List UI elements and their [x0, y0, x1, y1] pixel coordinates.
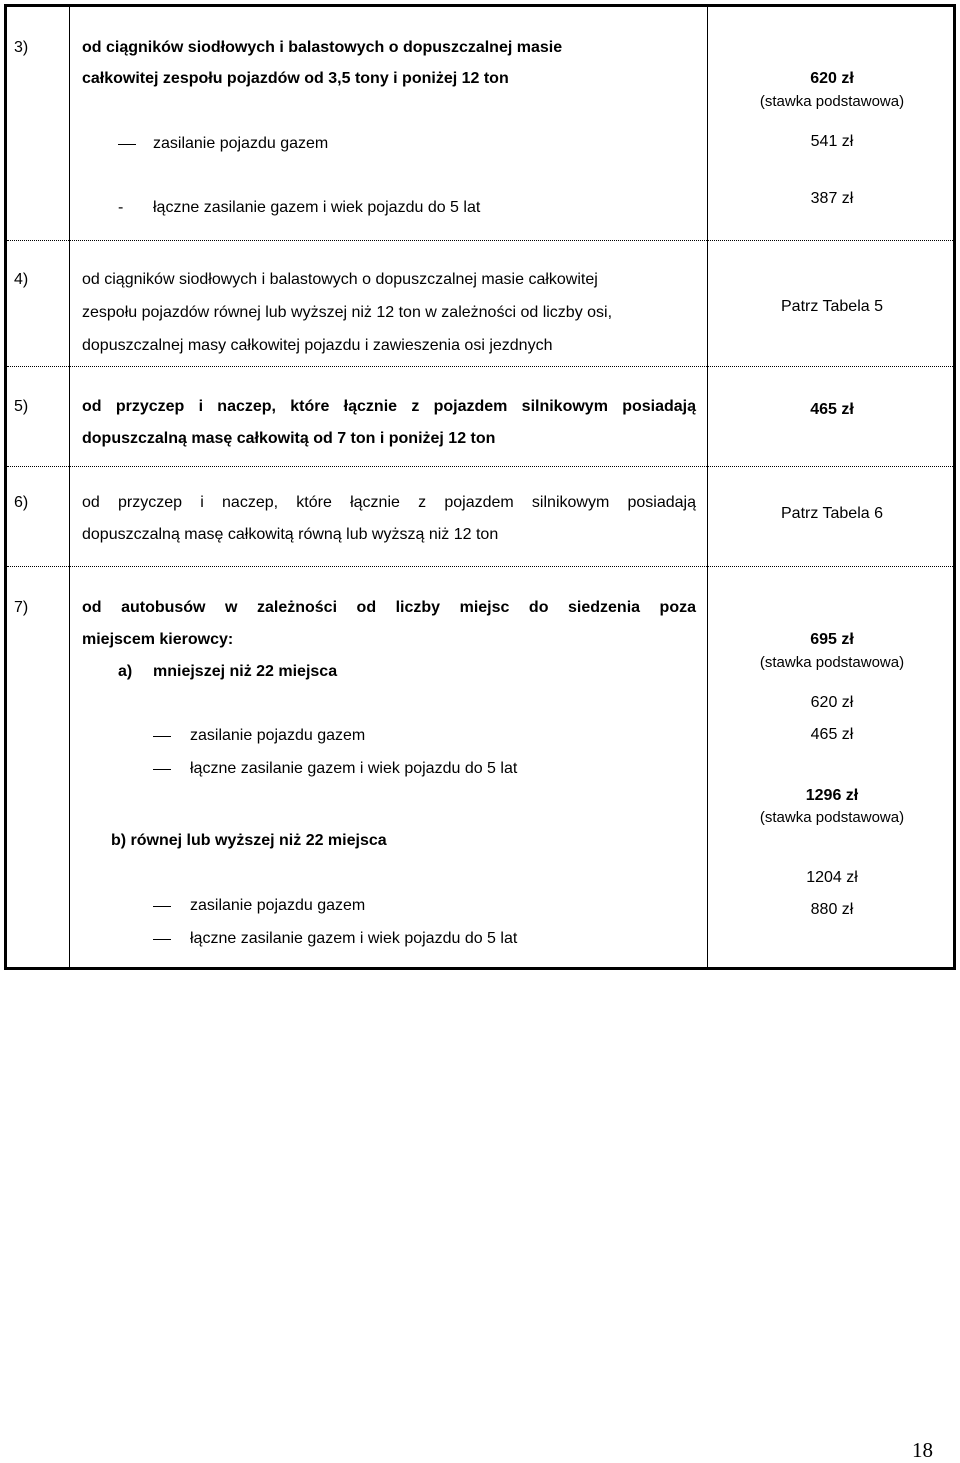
row-7-a-price-sub-2: 465 zł: [810, 726, 854, 743]
row-3-sub-2: łączne zasilanie gazem i wiek pojazdu do 5 lat: [153, 199, 481, 216]
page-number: 18: [912, 1438, 933, 1462]
row-3-sub-2-prefix: -: [118, 199, 124, 216]
dash-bullet: [153, 906, 171, 907]
row-7-a-text: mniejszej niż 22 miejsca: [153, 663, 338, 680]
row-7-description-line-2: miejscem kierowcy:: [82, 631, 234, 648]
row-4-description-line-2: zespołu pojazdów równej lub wyższej niż 12 ton w zależności od liczby osi,: [82, 304, 613, 321]
row-3-price-sub-2: 387 zł: [810, 190, 854, 207]
row-7-a-label: a): [118, 663, 133, 680]
row-divider: [7, 240, 953, 241]
row-6-description-line-2: dopuszczalną masę całkowitą równą lub wyższą niż 12 ton: [82, 526, 499, 543]
row-7-a-sub-1: zasilanie pojazdu gazem: [190, 727, 366, 744]
row-3-price-main: 620 zł: [810, 70, 854, 87]
row-3-description-line-1: od ciągników siodłowych i balastowych o dopuszczalnej masie: [82, 39, 563, 56]
row-3-price-sub-1: 541 zł: [810, 133, 854, 150]
row-7-a-price: 695 zł: [810, 631, 854, 648]
row-3-description-line-2: całkowitej zespołu pojazdów od 3,5 tony i poniżej 12 ton: [82, 70, 509, 87]
row-7-a-price-sub-1: 620 zł: [810, 694, 854, 711]
row-divider: [7, 366, 953, 367]
row-5-description-line-1: od przyczep i naczep, które łącznie z pojazdem silnikowym posiadają: [82, 398, 696, 415]
row-7-b-sub-1: zasilanie pojazdu gazem: [190, 897, 366, 914]
row-7-b-price-note: (stawka podstawowa): [759, 809, 905, 826]
row-4-description-line-3: dopuszczalnej masy całkowitej pojazdu i zawieszenia osi jezdnych: [82, 337, 553, 354]
row-4-number: 4): [14, 271, 29, 288]
row-5-number: 5): [14, 398, 29, 415]
column-divider-left: [69, 7, 70, 967]
row-6-price: Patrz Tabela 6: [781, 505, 883, 522]
row-7-b-price-sub-1: 1204 zł: [806, 869, 858, 886]
row-4-price: Patrz Tabela 5: [781, 298, 883, 315]
row-7-b-sub-2: łączne zasilanie gazem i wiek pojazdu do 5 lat: [190, 930, 518, 947]
dash-bullet: [153, 736, 171, 737]
row-5-price: 465 zł: [810, 401, 854, 418]
row-3-price-note: (stawka podstawowa): [759, 93, 905, 110]
row-7-number: 7): [14, 599, 29, 616]
row-6-number: 6): [14, 494, 29, 511]
row-divider: [7, 466, 953, 467]
row-7-b-price-sub-2: 880 zł: [810, 901, 854, 918]
row-7-b-text: b) równej lub wyższej niż 22 miejsca: [111, 832, 387, 849]
row-3-sub-1: zasilanie pojazdu gazem: [153, 135, 329, 152]
row-7-a-sub-2: łączne zasilanie gazem i wiek pojazdu do 5 lat: [190, 760, 518, 777]
dash-bullet: [153, 939, 171, 940]
row-6-description-line-1: od przyczep i naczep, które łącznie z pojazdem silnikowym posiadają: [82, 494, 696, 511]
row-5-description-line-2: dopuszczalną masę całkowitą od 7 ton i poniżej 12 ton: [82, 430, 496, 447]
row-4-description-line-1: od ciągników siodłowych i balastowych o dopuszczalnej masie całkowitej: [82, 271, 598, 288]
row-7-description-line-1: od autobusów w zależności od liczby miejsc do siedzenia poza: [82, 599, 696, 616]
row-divider: [7, 566, 953, 567]
dash-bullet: [118, 144, 136, 145]
dash-bullet: [153, 769, 171, 770]
row-7-a-price-note: (stawka podstawowa): [759, 654, 905, 671]
row-7-b-price: 1296 zł: [805, 787, 859, 804]
column-divider-right: [707, 7, 708, 967]
row-3-number: 3): [14, 39, 29, 56]
